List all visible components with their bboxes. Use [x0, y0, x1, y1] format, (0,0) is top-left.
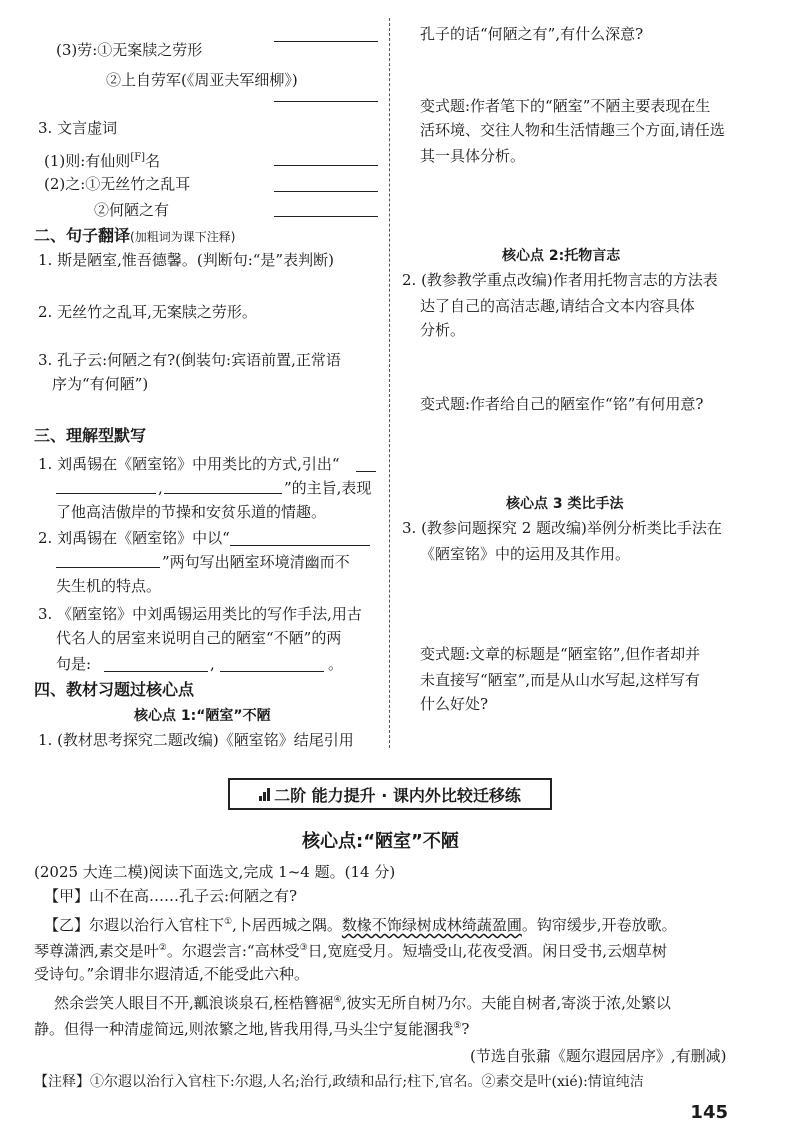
annotation-note: 【注释】①尔遐以治行入官柱下:尔遐,人名;治行,政绩和品行;柱下,官名。②素交是叶(xié):情谊纯洁: [34, 1074, 644, 1090]
answer-line[interactable]: [230, 544, 370, 546]
note-marker: ②: [158, 943, 167, 953]
question-1: 1. (教材思考探究二题改编)《陋室铭》结尾引用: [38, 731, 354, 749]
recite-1b: ”的主旨,表现: [284, 479, 372, 497]
item-ze-end: 名: [145, 152, 161, 170]
question-2a: 2. (教参教学重点改编)作者用托物言志的方法表: [402, 271, 718, 289]
recite-2b: ”两句写出陋室环境清幽而不: [162, 553, 350, 571]
banner-text: 二阶 能力提升 · 课内外比较迁移练: [274, 785, 521, 805]
item-zhi-2: ②何陋之有: [94, 201, 170, 219]
section-4-title: 四、教材习题过核心点: [34, 680, 195, 699]
item-lao-2: ②上自劳军(《周亚夫军细柳》): [106, 71, 298, 89]
passage-p2: [54, 990, 671, 1013]
variant-3a: 变式题:文章的标题是“陋室铭”,但作者却并: [420, 645, 701, 663]
translate-3b: 序为“有何陋”): [52, 375, 149, 393]
core-point-3: 核心点 3 类比手法: [506, 496, 624, 512]
answer-line[interactable]: [56, 566, 160, 568]
passage-source: (节选自张鼐《题尔遐园居序》,有删减): [470, 1047, 727, 1065]
core-point-heading: 核心点:“陋室”不陋: [302, 831, 459, 852]
answer-line[interactable]: [274, 190, 378, 192]
bar-chart-icon: [259, 787, 270, 801]
passage-yi-2a: 琴尊潇洒,素交是叶: [34, 942, 159, 960]
section-2-note: (加粗词为课下注释): [130, 230, 236, 244]
item-lao-1: (3)劳:①无案牍之劳形: [56, 41, 203, 59]
passage-yi-1b: ,卜居西城之隅。: [232, 916, 342, 934]
translate-1: 1. 斯是陋室,惟吾德馨。(判断句:“是”表判断): [38, 251, 334, 269]
item-zhi-1: (2)之:①无丝竹之乱耳: [44, 175, 191, 193]
period: 。: [328, 655, 344, 673]
variant-1c: 其一具体分析。: [420, 147, 526, 165]
column-divider: [389, 18, 390, 748]
answer-line[interactable]: [164, 492, 282, 494]
answer-line[interactable]: [356, 470, 376, 472]
answer-line[interactable]: [274, 40, 378, 42]
passage-yi-1: [44, 912, 677, 935]
wavy-underlined-sentence: 数椽不饰绿树成林绮蔬盈圃: [341, 916, 522, 934]
note-marker: ④: [333, 995, 342, 1005]
recite-1a: 1. 刘禹锡在《陋室铭》中用类比的方式,引出“: [38, 455, 340, 473]
comma: ,: [210, 655, 215, 673]
core-point-1: 核心点 1:“陋室”不陋: [134, 708, 271, 724]
item-ze-sup: [F]: [130, 152, 146, 163]
item-ze: [44, 148, 160, 171]
passage-p3a: 静。但得一种清虚简远,则浓繁之地,皆我用得,马头尘宁复能溷我: [34, 1020, 454, 1038]
comma: ,: [158, 479, 163, 497]
note-marker: ③: [299, 943, 308, 953]
translate-2: 2. 无丝竹之乱耳,无案牍之劳形。: [38, 303, 257, 321]
variant-1a: 变式题:作者笔下的“陋室”不陋主要表现在生: [420, 97, 711, 115]
answer-line[interactable]: [274, 164, 378, 166]
passage-p2b: ,彼实无所自树乃尔。夫能自树者,寄淡于浓,处繁以: [341, 994, 671, 1012]
page-number: 145: [690, 1102, 728, 1123]
passage-yi-2b: 。尔遐尝言:“高林受: [166, 942, 300, 960]
question-3a: 3. (教参问题探究 2 题改编)举例分析类比手法在: [402, 519, 722, 537]
recite-2a: 2. 刘禹锡在《陋室铭》中以“: [38, 529, 230, 547]
recite-1c: 了他高洁傲岸的节操和安贫乐道的情趣。: [56, 503, 327, 521]
core-point-2: 核心点 2:托物言志: [502, 248, 621, 264]
answer-line[interactable]: [220, 670, 324, 672]
subsection-xuci: 3. 文言虚词: [38, 119, 118, 137]
section-banner: [228, 778, 552, 810]
passage-p3: [34, 1016, 469, 1039]
answer-line[interactable]: [274, 215, 378, 217]
answer-line[interactable]: [274, 100, 378, 102]
recite-3a: 3. 《陋室铭》中刘禹锡运用类比的写作手法,用古: [38, 605, 362, 623]
passage-p3b: ?: [461, 1020, 470, 1038]
note-marker: ①: [224, 917, 233, 927]
item-ze-text: (1)则:有仙则: [44, 152, 131, 170]
question-2c: 分析。: [420, 321, 466, 339]
question-1-cont: 孔子的话“何陋之有”,有什么深意?: [420, 25, 644, 43]
recite-2c: 失生机的特点。: [56, 577, 162, 595]
passage-yi-1c: 。钩帘缓步,开卷放歌。: [521, 916, 677, 934]
passage-p2a: 然余尝笑人眼目不开,瓤浪谈泉石,桎梏簪裾: [54, 994, 334, 1012]
question-3b: 《陋室铭》中的运用及其作用。: [420, 545, 631, 563]
section-2-label: 二、句子翻译: [34, 226, 131, 245]
recite-3c: 句是:: [56, 655, 92, 673]
variant-1b: 活环境、交往人物和生活情趣三个方面,请任选: [420, 121, 725, 139]
section-2-title: [34, 226, 235, 247]
passage-yi-2c: 日,宽庭受月。短墙受山,花夜受酒。闲日受书,云烟草树: [307, 942, 667, 960]
recite-3b: 代名人的居室来说明自己的陋室“不陋”的两: [56, 629, 342, 647]
variant-3b: 未直接写“陋室”,而是从山水写起,这样写有: [420, 671, 700, 689]
answer-line[interactable]: [56, 492, 156, 494]
answer-line[interactable]: [104, 670, 208, 672]
passage-yi-3: 受诗句。”余谓非尔遐清适,不能受此六种。: [34, 965, 309, 983]
variant-3c: 什么好处?: [420, 695, 489, 713]
translate-3a: 3. 孔子云:何陋之有?(倒装句:宾语前置,正常语: [38, 351, 341, 369]
section-3-title: 三、理解型默写: [34, 426, 147, 445]
passage-jia: 【甲】山不在高……孔子云:何陋之有?: [44, 887, 298, 905]
note-marker: ⑤: [453, 1021, 462, 1031]
question-2b: 达了自己的高洁志趣,请结合文本内容具体: [420, 297, 695, 315]
variant-2: 变式题:作者给自己的陋室作“铭”有何用意?: [420, 395, 704, 413]
passage-yi-2: [34, 938, 667, 961]
reading-intro: (2025 大连二模)阅读下面选文,完成 1~4 题。(14 分): [34, 863, 396, 881]
passage-yi-1a: 【乙】尔遐以治行入官柱下: [44, 916, 225, 934]
